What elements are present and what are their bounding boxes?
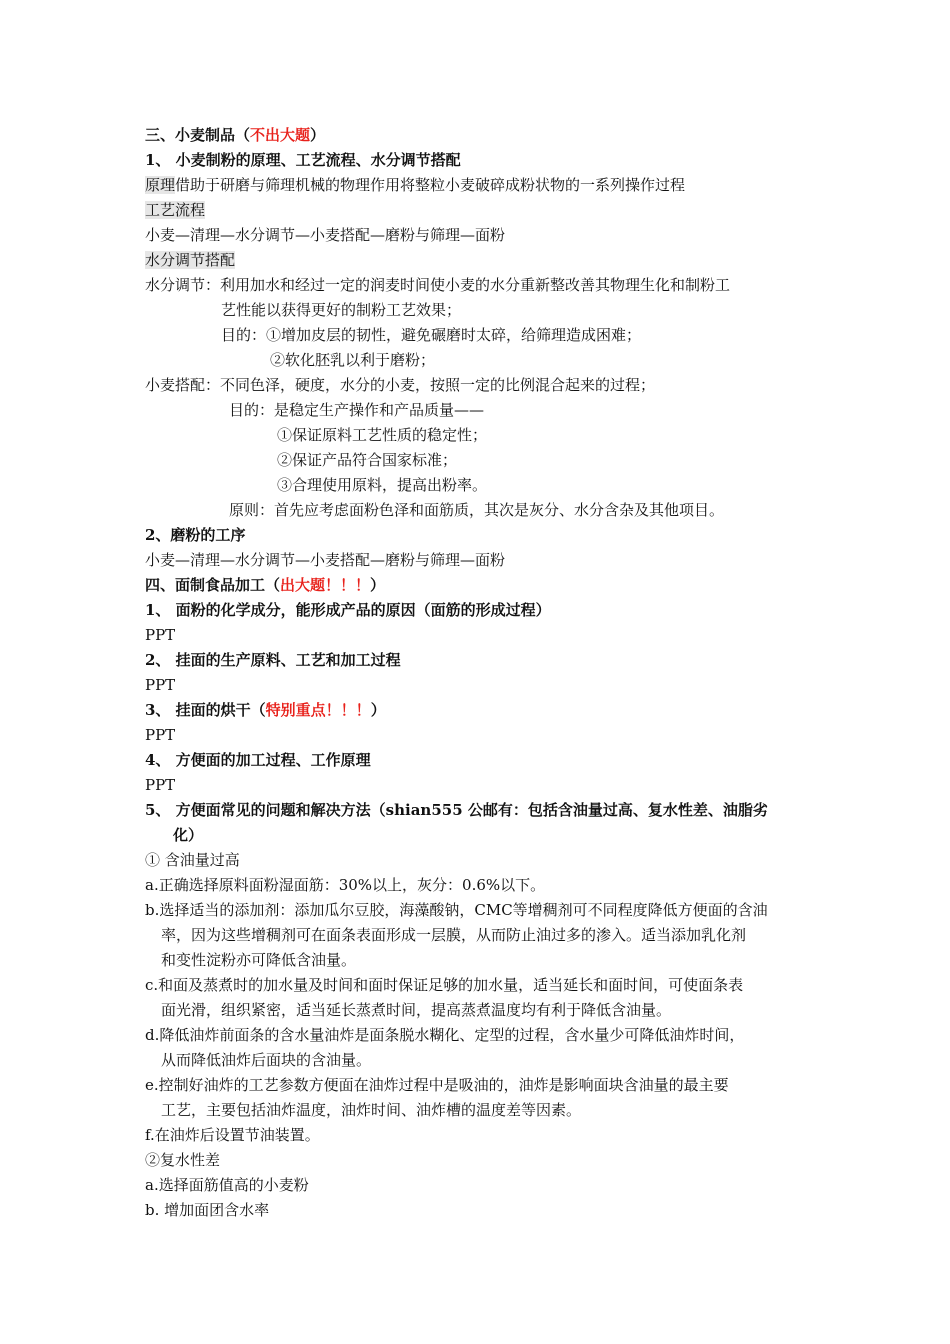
heading-2-text: 小麦—清理—水分调节—小麦搭配—磨粉与筛理—面粉 bbox=[145, 551, 506, 569]
question-2: 2、 挂面的生产原料、工艺和加工过程 bbox=[145, 651, 401, 669]
question-1-answer: PPT bbox=[145, 626, 176, 644]
question-3: 3、 挂面的烘干（特别重点！！！） bbox=[145, 701, 386, 719]
blend-line: 小麦搭配：不同色泽，硬度，水分的小麦，按照一定的比例混合起来的过程； bbox=[145, 376, 656, 394]
oil-item-b-1: b.选择适当的添加剂：添加瓜尔豆胶，海藻酸钠，CMC等增稠剂可不同程度降低方便面的含油 bbox=[145, 901, 768, 919]
question-3-answer: PPT bbox=[145, 726, 176, 744]
oil-item-c-2: 面光滑，组织紧密，适当延长蒸煮时间，提高蒸煮温度均有利于降低含油量。 bbox=[161, 1001, 672, 1019]
blend-point-1: ①保证原料工艺性质的稳定性； bbox=[277, 426, 488, 444]
oil-title: ① 含油量过高 bbox=[145, 851, 240, 869]
rehydration-item-b: b. 增加面团含水率 bbox=[145, 1201, 270, 1219]
oil-item-b-2: 率，因为这些增稠剂可在面条表面形成一层膜，从而防止油过多的渗入。适当添加乳化剂 bbox=[161, 926, 747, 944]
principle-label: 原理 bbox=[145, 176, 176, 194]
blend-rule: 原则：首先应考虑面粉色泽和面筋质，其次是灰分、水分含杂及其他项目。 bbox=[229, 501, 725, 519]
question-3-note: 特别重点！！！ bbox=[265, 701, 371, 719]
water-purpose-2: ②软化胚乳以利于磨粉； bbox=[270, 351, 436, 369]
oil-item-c-1: c.和面及蒸煮时的加水量及时间和面时保证足够的加水量，适当延长和面时间，可使面条表 bbox=[145, 976, 744, 994]
oil-item-d-1: d.降低油炸前面条的含水量油炸是面条脱水糊化、定型的过程，含水量少可降低油炸时间， bbox=[145, 1026, 745, 1044]
blend-point-2: ②保证产品符合国家标准； bbox=[277, 451, 458, 469]
process-label: 工艺流程 bbox=[145, 201, 206, 219]
section-4-note: 出大题！！！ bbox=[280, 576, 371, 594]
oil-item-f: f.在油炸后设置节油装置。 bbox=[145, 1126, 320, 1144]
principle-line: 原理借助于研磨与筛理机械的物理作用将整粒小麦破碎成粉状物的一系列操作过程 bbox=[145, 176, 686, 194]
rehydration-item-a: a.选择面筋值高的小麦粉 bbox=[145, 1176, 309, 1194]
question-2-answer: PPT bbox=[145, 676, 176, 694]
process-text: 小麦—清理—水分调节—小麦搭配—磨粉与筛理—面粉 bbox=[145, 226, 506, 244]
question-4: 4、 方便面的加工过程、工作原理 bbox=[145, 751, 371, 769]
question-5-line-2: 化） bbox=[173, 826, 204, 844]
water-label-line bbox=[145, 248, 820, 273]
water-purpose-1: 目的：①增加皮层的韧性，避免碾磨时太碎，给筛理造成困难； bbox=[221, 326, 642, 344]
heading-2: 2、磨粉的工序 bbox=[145, 526, 246, 544]
heading-1: 1、 小麦制粉的原理、工艺流程、水分调节搭配 bbox=[145, 151, 461, 169]
oil-item-e-1: e.控制好油炸的工艺参数方便面在油炸过程中是吸油的，油炸是影响面块含油量的最主要 bbox=[145, 1076, 729, 1094]
section-3-note: 不出大题 bbox=[250, 126, 311, 144]
question-5-line-1: 5、 方便面常见的问题和解决方法（shian555 公邮有：包括含油量过高、复水性差、油脂劣 bbox=[145, 801, 768, 819]
water-line-1: 水分调节：利用加水和经过一定的润麦时间使小麦的水分重新整改善其物理生化和制粉工 bbox=[145, 276, 731, 294]
question-4-answer: PPT bbox=[145, 776, 176, 794]
process-label-line bbox=[145, 198, 820, 223]
oil-item-a: a.正确选择原料面粉湿面筋：30%以上，灰分：0.6%以下。 bbox=[145, 876, 546, 894]
water-label: 水分调节搭配 bbox=[145, 251, 236, 269]
oil-item-d-2: 从而降低油炸后面块的含油量。 bbox=[161, 1051, 372, 1069]
section-3-title: 三、小麦制品（不出大题） bbox=[145, 126, 326, 144]
oil-item-e-2: 工艺，主要包括油炸温度，油炸时间、油炸槽的温度差等因素。 bbox=[161, 1101, 582, 1119]
blend-point-3: ③合理使用原料，提高出粉率。 bbox=[277, 476, 488, 494]
section-4-title: 四、面制食品加工（出大题！！！） bbox=[145, 576, 386, 594]
oil-item-b-3: 和变性淀粉亦可降低含油量。 bbox=[161, 951, 357, 969]
blend-purpose: 目的：是稳定生产操作和产品质量—— bbox=[229, 401, 485, 419]
rehydration-title: ②复水性差 bbox=[145, 1151, 221, 1169]
water-line-2: 艺性能以获得更好的制粉工艺效果； bbox=[221, 301, 462, 319]
question-1: 1、 面粉的化学成分，能形成产品的原因（面筋的形成过程） bbox=[145, 601, 551, 619]
